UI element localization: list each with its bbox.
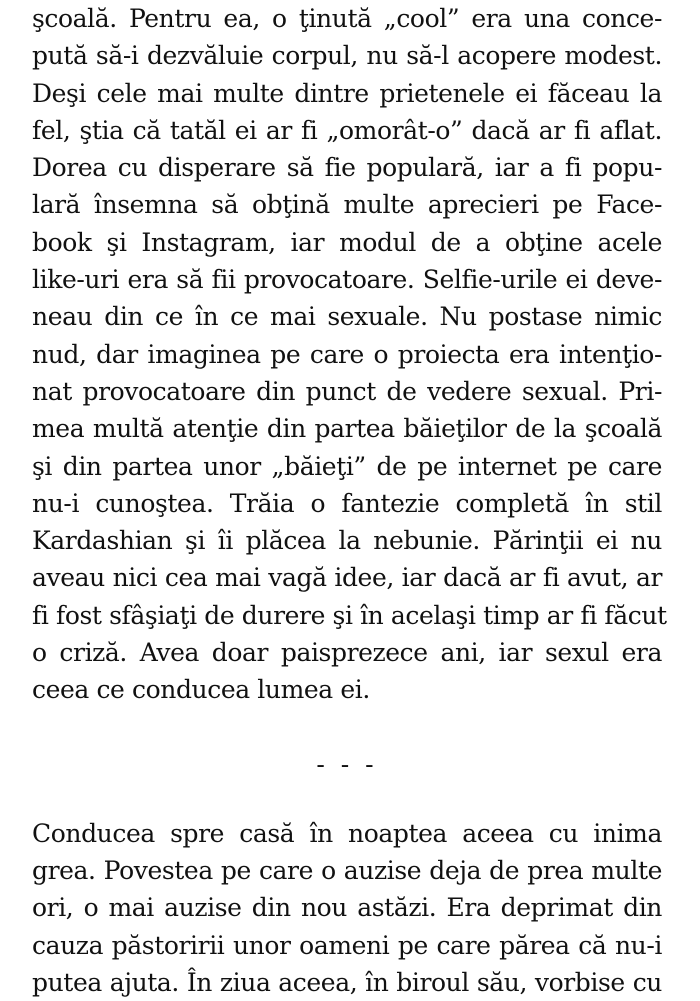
text-line: Conducea spre casă în noaptea aceea cu inima [32, 818, 662, 848]
text-line: Kardashian şi îi plăcea la nebunie. Părinţii ei nu [32, 526, 662, 556]
text-line: ceea ce conducea lumea ei. [32, 675, 370, 705]
text-line: pută să-i dezvăluie corpul, nu să-l acopere modest. [32, 41, 662, 71]
text-line: aveau nici cea mai vagă idee, iar dacă ar fi avut, ar [32, 563, 662, 593]
text-line: ori, o mai auzise din nou astăzi. Era deprimat din [32, 893, 662, 923]
text-line: fi fost sfâşiaţi de durere şi în acelaşi timp ar fi făcut [32, 600, 667, 630]
text-line: nud, dar imaginea pe care o proiecta era intenţio- [32, 339, 662, 369]
book-page [32, 0, 667, 1001]
section-separator: - - - [316, 749, 378, 779]
text-line: Deşi cele mai multe dintre prietenele ei făceau la [32, 78, 662, 108]
text-line: lară însemna să obţină multe aprecieri pe Face- [32, 190, 662, 220]
text-line: like-uri era să fii provocatoare. Selfie-urile ei deve- [32, 265, 662, 295]
text-line: grea. Povestea pe care o auzise deja de prea multe [32, 855, 662, 885]
text-line: cauza păstoririi unor oameni pe care părea că nu-i [32, 930, 662, 960]
text-line: şi din partea unor „băieţi” de pe internet pe care [32, 451, 662, 481]
text-line: Dorea cu disperare să fie populară, iar a fi popu- [32, 153, 662, 183]
text-line: fel, ştia că tatăl ei ar fi „omorât-o” dacă ar fi aflat. [32, 115, 662, 145]
text-line: putea ajuta. În ziua aceea, în biroul său, vorbise cu [32, 967, 662, 997]
text-line: nu-i cunoştea. Trăia o fantezie completă în stil [32, 488, 662, 518]
paragraph-2 [32, 815, 662, 1001]
text-line: neau din ce în ce mai sexuale. Nu postase nimic [32, 302, 662, 332]
text-line: şcoală. Pentru ea, o ţinută „cool” era una conce- [32, 4, 662, 33]
paragraph-1 [32, 0, 667, 709]
text-line: book şi Instagram, iar modul de a obţine acele [32, 227, 662, 257]
text-line: o criză. Avea doar paisprezece ani, iar sexul era [32, 638, 662, 668]
text-line: mea multă atenţie din partea băieţilor de la şcoală [32, 414, 662, 444]
text-line: nat provocatoare din punct de vedere sexual. Pri- [32, 376, 662, 406]
